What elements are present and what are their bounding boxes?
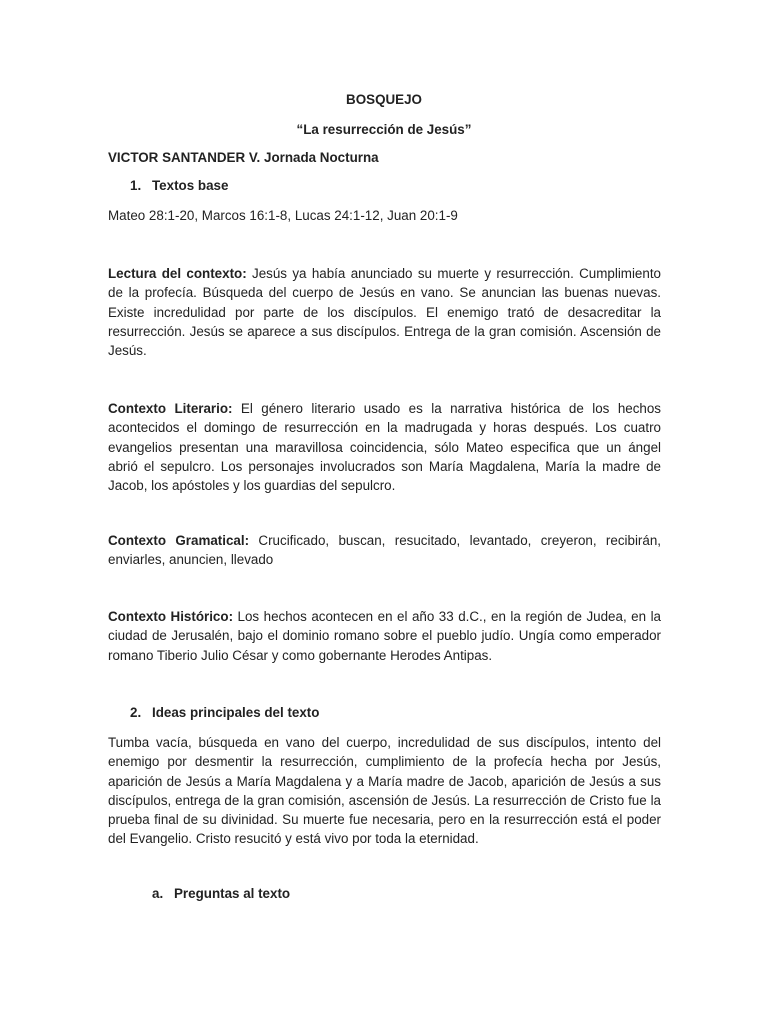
section-2-heading [130,705,683,720]
lectura-paragraph [108,264,661,360]
section-1-heading [130,178,683,193]
historico-paragraph [108,607,661,665]
section-1-text: Mateo 28:1-20, Marcos 16:1-8, Lucas 24:1-12, Juan 20:1-9 [108,208,458,223]
literario-paragraph [108,399,661,495]
author-line: VICTOR SANTANDER V. Jornada Nocturna [108,150,379,165]
document-title: BOSQUEJO [346,92,422,107]
gramatical-label: Contexto Gramatical: [108,533,250,548]
section-2-text: Tumba vacía, búsqueda en vano del cuerpo, incredulidad de sus discípulos, intento del enemigo por desmentir la resurrección, cumplimiento de la profecía hecha por Jesús, aparición de Jesús a María Magdalena y a María madre de Jacob, aparición de Jesús a sus discípulos, entrega de la gran comisión, ascensión de Jesús. La resurrección de Cristo fue la prueba final de su divinidad. Su muerte fue necesaria, pero en la resurrección está el poder del Evangelio. Cristo resucitó y está vivo por toda la eternidad. [108,735,661,847]
subsection-a-heading [152,886,705,901]
gramatical-paragraph [108,531,661,570]
section-2-title: Ideas principales del texto [152,705,320,720]
historico-text: Los hechos acontecen en el año 33 d.C., en la región de Judea, en la ciudad de Jerusalén, bajo el dominio romano sobre el pueblo judío. Ungía como emperador romano Tiberio Julio César y como gobernante Herodes Antipas. [108,609,661,663]
historico-label: Contexto Histórico: [108,609,234,624]
subsection-a-letter: a. [152,886,164,901]
lectura-text: Jesús ya había anunciado su muerte y resurrección. Cumplimiento de la profecía. Búsqueda del cuerpo de Jesús en vano. Se anuncian las buenas nuevas. Existe incredulidad por parte de los discípulos. El enemigo trató de desacreditar la resurrección. Jesús se aparece a sus discípulos. Entrega de la gran comisión. Ascensión de Jesús. [108,266,661,359]
literario-label: Contexto Literario: [108,401,233,416]
document-subtitle: “La resurrección de Jesús” [296,122,472,137]
section-2-number: 2. [130,705,142,720]
section-1-number: 1. [130,178,142,193]
gramatical-text: Crucificado, buscan, resucitado, levantado, creyeron, recibirán, enviarles, anuncien, llevado [108,533,661,568]
literario-text: El género literario usado es la narrativa histórica de los hechos acontecidos el domingo de resurrección en la madrugada y horas después. Los cuatro evangelios presentan una maravillosa coincidencia, sólo Mateo especifica que un ángel abrió el sepulcro. Los personajes involucrados son María Magdalena, María la madre de Jacob, los apóstoles y los guardias del sepulcro. [108,401,661,494]
section-1-title: Textos base [152,178,229,193]
subsection-a-title: Preguntas al texto [174,886,291,901]
lectura-label: Lectura del contexto: [108,266,247,281]
